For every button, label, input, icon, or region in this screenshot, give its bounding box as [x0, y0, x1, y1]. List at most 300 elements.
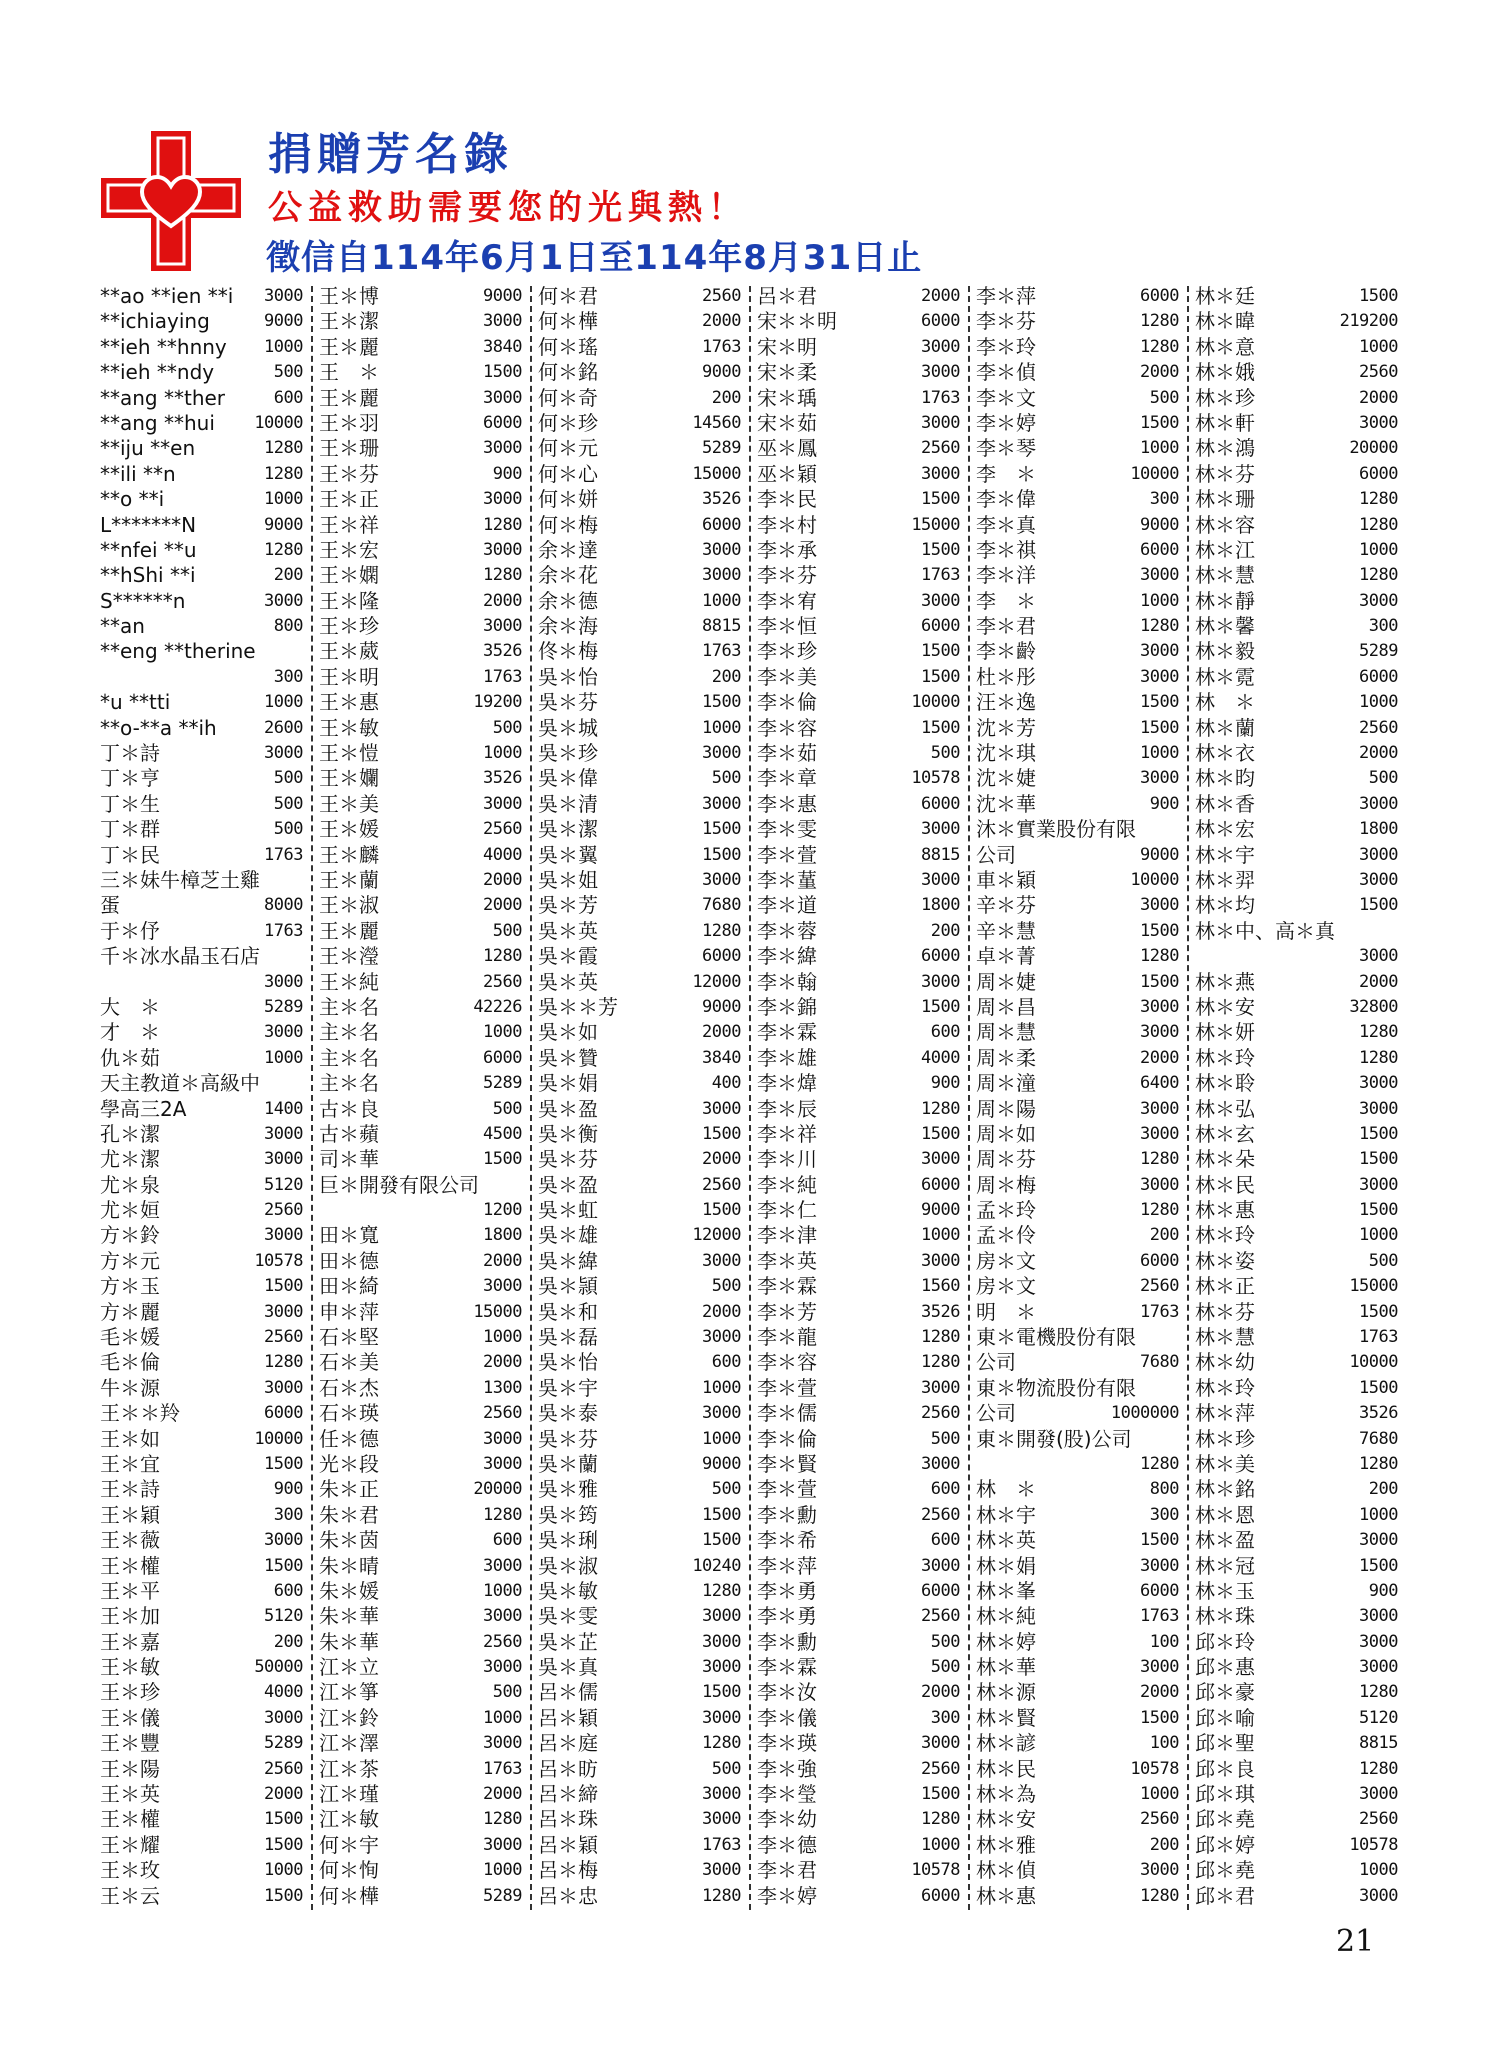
donation-amount: 3000 — [1359, 1657, 1398, 1678]
donation-amount: 3000 — [1359, 844, 1398, 865]
donation-amount: 1500 — [483, 1149, 522, 1170]
donation-amount: 600 — [273, 1580, 303, 1601]
donation-amount: 3000 — [1359, 1098, 1398, 1119]
donor-row — [976, 1249, 1179, 1274]
donation-amount: 1000 — [264, 1860, 303, 1881]
donation-amount: 3000 — [702, 1403, 741, 1424]
donor-row — [100, 1833, 303, 1858]
donor-name: 東＊電機股份有限 — [976, 1325, 1136, 1350]
donor-name: 何＊奇 — [538, 385, 598, 410]
donor-row — [319, 1477, 522, 1502]
page-number: 21 — [1336, 1924, 1375, 1959]
donor-row — [1195, 1604, 1398, 1629]
donor-name: **o **i — [100, 487, 165, 512]
donor-name: 周＊如 — [976, 1121, 1036, 1146]
donation-amount: 3000 — [702, 1657, 741, 1678]
donation-amount: 10000 — [254, 412, 303, 433]
donor-row — [757, 766, 960, 791]
donor-name: 于＊伃 — [100, 918, 160, 943]
donation-amount: 10578 — [911, 1860, 960, 1881]
donation-amount: 10000 — [1130, 463, 1179, 484]
donation-amount: 2560 — [1140, 1809, 1179, 1830]
donor-name: 王＊珍 — [100, 1680, 160, 1705]
donation-amount: 3000 — [264, 1377, 303, 1398]
donor-row — [538, 563, 741, 588]
donor-name: 王＊正 — [319, 487, 379, 512]
donor-name: 李＊霖 — [757, 1655, 817, 1680]
donation-amount: 500 — [273, 362, 303, 383]
donor-name: 李＊萍 — [757, 1553, 817, 1578]
donation-amount: 1280 — [483, 946, 522, 967]
donor-row — [319, 919, 522, 944]
donor-name: 林＊宇 — [1195, 842, 1255, 867]
donation-amount: 3840 — [483, 336, 522, 357]
donor-row — [319, 1807, 522, 1832]
donation-amount: 15000 — [911, 514, 960, 535]
donor-name: 主＊名 — [319, 1020, 379, 1045]
donor-name: 江＊茶 — [319, 1756, 379, 1781]
donation-amount: 200 — [1149, 1225, 1179, 1246]
donor-name: 主＊名 — [319, 1045, 379, 1070]
donor-row — [319, 1452, 522, 1477]
donor-row — [100, 614, 303, 639]
donation-amount: 5289 — [483, 1073, 522, 1094]
donation-amount: 600 — [711, 1352, 741, 1373]
donation-amount: 3000 — [483, 438, 522, 459]
donor-row — [319, 995, 522, 1020]
donor-name: 王＊宜 — [100, 1451, 160, 1476]
donor-row — [976, 614, 1179, 639]
donation-amount: 3000 — [483, 539, 522, 560]
donor-name: 余＊海 — [538, 614, 598, 639]
donor-name: 王＊云 — [100, 1883, 160, 1908]
donor-name: 王＊敏 — [319, 715, 379, 740]
donor-name: 丁＊詩 — [100, 741, 160, 766]
donor-name: 古＊良 — [319, 1096, 379, 1121]
donation-amount: 1280 — [1140, 1200, 1179, 1221]
donor-row — [100, 1071, 303, 1096]
donor-name: 大 ＊ — [100, 994, 160, 1019]
donation-amount: 3000 — [483, 387, 522, 408]
donor-row — [976, 462, 1179, 487]
donation-amount: 2000 — [483, 1352, 522, 1373]
donor-row — [538, 1731, 741, 1756]
donor-row — [100, 563, 303, 588]
donor-name: 石＊堅 — [319, 1325, 379, 1350]
donation-amount: 1500 — [264, 1834, 303, 1855]
donation-amount: 1280 — [264, 438, 303, 459]
donor-name: 林＊靜 — [1195, 588, 1255, 613]
donor-name: 天主教道＊高級中 — [100, 1071, 260, 1096]
donation-amount: 1280 — [1359, 1022, 1398, 1043]
donor-row — [100, 462, 303, 487]
donation-amount: 14560 — [692, 412, 741, 433]
donation-amount: 15000 — [692, 463, 741, 484]
donor-row — [538, 1655, 741, 1680]
donor-row — [319, 639, 522, 664]
donor-row — [757, 1579, 960, 1604]
donor-name: 李＊文 — [976, 385, 1036, 410]
donation-amount: 1500 — [702, 844, 741, 865]
donor-name: 丁＊亨 — [100, 766, 160, 791]
donor-name: 李＊萍 — [976, 284, 1036, 308]
donor-name: 呂＊昉 — [538, 1756, 598, 1781]
donation-amount: 1500 — [1140, 717, 1179, 738]
donation-amount: 900 — [492, 463, 522, 484]
donation-amount: 3000 — [702, 1631, 741, 1652]
donation-amount: 1763 — [1140, 1606, 1179, 1627]
donor-name: 林＊珠 — [1195, 1604, 1255, 1629]
donation-amount: 5120 — [264, 1174, 303, 1195]
donor-name: 吳＊如 — [538, 1020, 598, 1045]
donation-amount: 200 — [273, 565, 303, 586]
donor-name: 李＊蓳 — [757, 867, 817, 892]
donor-row — [100, 386, 303, 411]
donor-name: 吳＊芬 — [538, 1426, 598, 1451]
donor-row — [319, 893, 522, 918]
donor-row — [976, 1630, 1179, 1655]
donation-amount: 1280 — [264, 1352, 303, 1373]
donation-amount: 10000 — [911, 692, 960, 713]
donation-amount: 2000 — [1140, 362, 1179, 383]
donation-amount: 3000 — [702, 539, 741, 560]
donor-row — [757, 1884, 960, 1909]
donation-amount: 2000 — [483, 869, 522, 890]
donor-row — [976, 1554, 1179, 1579]
donor-row — [100, 1350, 303, 1375]
donation-amount: 2560 — [1359, 362, 1398, 383]
donation-amount: 200 — [273, 1631, 303, 1652]
donation-amount: 6000 — [921, 616, 960, 637]
donor-row — [976, 1274, 1179, 1299]
donation-amount: 12000 — [692, 1225, 741, 1246]
donor-name: 才 ＊ — [100, 1020, 160, 1045]
donor-name: 王＊媛 — [319, 817, 379, 842]
donor-row — [1195, 436, 1398, 461]
donor-name: 朱＊華 — [319, 1629, 379, 1654]
donor-column — [311, 284, 530, 1910]
donor-row — [1195, 843, 1398, 868]
donor-name: 尤＊姮 — [100, 1198, 160, 1223]
donor-name: 毛＊媛 — [100, 1325, 160, 1350]
donation-amount: 1500 — [702, 1530, 741, 1551]
donation-amount: 1280 — [1359, 489, 1398, 510]
donor-row — [1195, 1757, 1398, 1782]
donation-amount: 600 — [930, 1022, 960, 1043]
donor-row — [976, 1604, 1179, 1629]
donor-row — [100, 1706, 303, 1731]
donation-amount: 1500 — [921, 489, 960, 510]
donor-name: 林＊美 — [1195, 1451, 1255, 1476]
donor-row — [1195, 1147, 1398, 1172]
donation-amount: 900 — [273, 1479, 303, 1500]
donor-row — [319, 462, 522, 487]
donor-row — [319, 538, 522, 563]
donor-row — [100, 893, 303, 918]
donor-row — [100, 792, 303, 817]
donor-column — [92, 284, 311, 1910]
donor-name: 林＊安 — [1195, 994, 1255, 1019]
donation-amount: 100 — [1149, 1733, 1179, 1754]
donor-row — [976, 1071, 1179, 1096]
donor-name: 李＊霖 — [757, 1274, 817, 1299]
donor-row — [976, 589, 1179, 614]
donation-amount: 500 — [1368, 768, 1398, 789]
donor-row — [1195, 639, 1398, 664]
donation-amount: 3000 — [921, 971, 960, 992]
donor-name: 李＊芳 — [757, 1299, 817, 1324]
donation-amount: 3000 — [921, 362, 960, 383]
donation-amount: 300 — [930, 1707, 960, 1728]
donation-amount: 1000 — [702, 1377, 741, 1398]
donation-amount: 1280 — [1359, 1453, 1398, 1474]
donation-amount: 2000 — [1140, 1047, 1179, 1068]
donor-row — [757, 1020, 960, 1045]
donation-amount: 3526 — [921, 1301, 960, 1322]
donor-name: 尤＊泉 — [100, 1172, 160, 1197]
donor-name: 李＊齡 — [976, 639, 1036, 664]
donor-row — [100, 335, 303, 360]
donation-amount: 3526 — [702, 489, 741, 510]
donation-amount: 3000 — [264, 1530, 303, 1551]
donor-name: 王＊平 — [100, 1578, 160, 1603]
donor-row — [538, 995, 741, 1020]
donation-amount: 1763 — [483, 1758, 522, 1779]
donor-name: 吳＊筠 — [538, 1502, 598, 1527]
donation-amount: 1000 — [483, 743, 522, 764]
donation-amount: 3000 — [921, 1453, 960, 1474]
donor-row — [976, 1020, 1179, 1045]
donor-row — [976, 1097, 1179, 1122]
donor-row — [1195, 1528, 1398, 1553]
donor-name: 李＊茹 — [757, 741, 817, 766]
donor-name: 林＊宇 — [976, 1502, 1036, 1527]
donor-name: 宋＊明 — [757, 334, 817, 359]
donor-name: 周＊陽 — [976, 1096, 1036, 1121]
donation-amount: 500 — [930, 1657, 960, 1678]
donation-amount: 3000 — [921, 1733, 960, 1754]
donor-name: 林＊民 — [1195, 1172, 1255, 1197]
donation-amount: 3000 — [1359, 1606, 1398, 1627]
donor-name: 吳＊虹 — [538, 1198, 598, 1223]
donation-amount: 2560 — [483, 1631, 522, 1652]
donor-row — [757, 1528, 960, 1553]
donor-name: 王＊潔 — [319, 309, 379, 334]
donor-name: 李＊惠 — [757, 791, 817, 816]
donor-row — [100, 1503, 303, 1528]
donation-amount: 6000 — [1140, 286, 1179, 306]
donor-name: 王＊麟 — [319, 842, 379, 867]
donor-name: 王＊孄 — [319, 766, 379, 791]
donation-amount: 3000 — [483, 489, 522, 510]
donation-amount: 2560 — [1140, 1276, 1179, 1297]
donor-name: 吳＊琍 — [538, 1528, 598, 1553]
donor-name: 邱＊玲 — [1195, 1629, 1255, 1654]
donation-amount: 1500 — [483, 362, 522, 383]
donation-amount: 1500 — [1359, 1555, 1398, 1576]
donation-amount: 3000 — [264, 590, 303, 611]
donation-amount: 42226 — [473, 996, 522, 1017]
donor-name: 何＊恂 — [319, 1858, 379, 1883]
donor-name: 林＊燕 — [1195, 969, 1255, 994]
donation-amount: 1500 — [264, 1555, 303, 1576]
donor-row — [757, 1833, 960, 1858]
donor-row — [100, 1097, 303, 1122]
donation-amount: 500 — [930, 1631, 960, 1652]
donor-row — [976, 487, 1179, 512]
donation-amount: 1500 — [702, 819, 741, 840]
donation-amount: 1500 — [1359, 1377, 1398, 1398]
donation-amount: 3000 — [1140, 996, 1179, 1017]
donor-row — [976, 1376, 1179, 1401]
donation-amount: 500 — [273, 768, 303, 789]
donation-amount: 600 — [492, 1530, 522, 1551]
donation-amount: 1500 — [702, 1200, 741, 1221]
donor-name: 公司 — [976, 1350, 1016, 1375]
donor-row — [757, 563, 960, 588]
donation-amount: 1000 — [921, 1225, 960, 1246]
donor-name: **ao **ien **i — [100, 284, 234, 308]
donor-name: 余＊德 — [538, 588, 598, 613]
donor-row — [757, 1173, 960, 1198]
donor-name: 王＊穎 — [100, 1502, 160, 1527]
donor-name: 李＊芬 — [757, 563, 817, 588]
donor-name: 何＊樺 — [319, 1883, 379, 1908]
donor-row — [976, 690, 1179, 715]
donor-row — [319, 792, 522, 817]
donor-name: **an — [100, 614, 145, 639]
donor-name: 林＊銘 — [1195, 1477, 1255, 1502]
donor-row — [976, 1833, 1179, 1858]
donor-row — [538, 335, 741, 360]
donor-name: 王＊陽 — [100, 1756, 160, 1781]
donor-name: 林＊馨 — [1195, 614, 1255, 639]
donor-name: 吳＊敏 — [538, 1578, 598, 1603]
donor-row — [1195, 1223, 1398, 1248]
donation-amount: 3000 — [702, 1606, 741, 1627]
donation-amount: 4000 — [483, 844, 522, 865]
donor-name: 李＊霖 — [757, 1020, 817, 1045]
donor-row — [538, 513, 741, 538]
donor-row — [757, 1503, 960, 1528]
donor-row — [1195, 284, 1398, 309]
donation-amount: 1500 — [702, 1682, 741, 1703]
donor-row — [538, 1198, 741, 1223]
donor-name: 李＊美 — [757, 664, 817, 689]
donor-row — [538, 1350, 741, 1375]
donor-name: 林＊中、高＊真 — [1195, 918, 1335, 943]
donation-amount: 3000 — [702, 1327, 741, 1348]
donor-name: 林＊偵 — [976, 1858, 1036, 1883]
donor-row — [100, 1680, 303, 1705]
donor-row — [976, 970, 1179, 995]
donor-name: 周＊芬 — [976, 1147, 1036, 1172]
donor-name: 吳＊偉 — [538, 766, 598, 791]
donation-amount: 1000 — [483, 1707, 522, 1728]
donation-amount: 3000 — [1359, 1530, 1398, 1551]
donation-amount: 10000 — [1130, 869, 1179, 890]
donor-row — [100, 1249, 303, 1274]
donor-row — [319, 1554, 522, 1579]
donor-row — [319, 487, 522, 512]
donor-name: 邱＊君 — [1195, 1883, 1255, 1908]
donation-amount: 2000 — [483, 1250, 522, 1271]
donation-amount: 1280 — [1359, 1047, 1398, 1068]
donor-name: 江＊瑾 — [319, 1782, 379, 1807]
donor-name: 王＊美 — [319, 791, 379, 816]
donor-column — [530, 284, 749, 1910]
donation-amount: 400 — [711, 1073, 741, 1094]
donor-name: 田＊德 — [319, 1248, 379, 1273]
donor-row — [538, 1554, 741, 1579]
donor-name: 李＊洋 — [976, 563, 1036, 588]
donation-amount: 1500 — [921, 539, 960, 560]
donor-row — [538, 893, 741, 918]
donor-row — [538, 1833, 741, 1858]
donation-amount: 6000 — [921, 311, 960, 332]
donation-amount: 3000 — [921, 463, 960, 484]
donation-amount: 3000 — [1359, 1631, 1398, 1652]
donation-amount: 2000 — [1359, 971, 1398, 992]
donor-row — [100, 589, 303, 614]
donation-amount: 3000 — [1140, 641, 1179, 662]
donation-amount: 1763 — [1140, 1301, 1179, 1322]
donation-amount: 1280 — [921, 1809, 960, 1830]
donation-amount: 6000 — [483, 1047, 522, 1068]
donor-name: 李＊真 — [976, 512, 1036, 537]
donation-amount: 1800 — [921, 895, 960, 916]
donation-amount: 1280 — [1140, 946, 1179, 967]
donation-amount: 6000 — [1140, 1580, 1179, 1601]
donor-name: 李＊君 — [976, 614, 1036, 639]
donor-row — [1195, 1198, 1398, 1223]
donor-name: 林＊惠 — [976, 1883, 1036, 1908]
donation-amount: 9000 — [264, 311, 303, 332]
donation-amount: 1500 — [1140, 1707, 1179, 1728]
donor-row — [976, 1198, 1179, 1223]
donor-name: 江＊敏 — [319, 1807, 379, 1832]
donor-row — [319, 1884, 522, 1909]
donor-name: 李＊宥 — [757, 588, 817, 613]
donation-amount: 500 — [1368, 1250, 1398, 1271]
donor-row — [976, 1858, 1179, 1883]
donor-name: 林＊娟 — [976, 1553, 1036, 1578]
donor-name: 辛＊慧 — [976, 918, 1036, 943]
donor-column — [968, 284, 1187, 1910]
donor-name: 沈＊婕 — [976, 766, 1036, 791]
donor-row — [1195, 1655, 1398, 1680]
donor-name: 王＊博 — [319, 284, 379, 308]
donation-amount: 2000 — [702, 311, 741, 332]
donor-name: 李＊汝 — [757, 1680, 817, 1705]
donor-row — [976, 1350, 1179, 1375]
donor-row — [100, 1782, 303, 1807]
donor-row — [976, 868, 1179, 893]
donation-amount: 3000 — [483, 793, 522, 814]
donor-row — [538, 1274, 741, 1299]
donor-name: 吳＊怡 — [538, 1350, 598, 1375]
donation-amount: 500 — [930, 743, 960, 764]
donor-name: 李＊君 — [757, 1858, 817, 1883]
page-header — [90, 118, 1190, 288]
donation-amount: 2000 — [702, 1301, 741, 1322]
donor-name: 林 ＊ — [1195, 690, 1255, 715]
donor-name: 宋＊瑀 — [757, 385, 817, 410]
donor-row — [538, 284, 741, 309]
donation-amount: 3000 — [483, 1555, 522, 1576]
donor-name: 李＊德 — [757, 1832, 817, 1857]
donor-row — [538, 1452, 741, 1477]
